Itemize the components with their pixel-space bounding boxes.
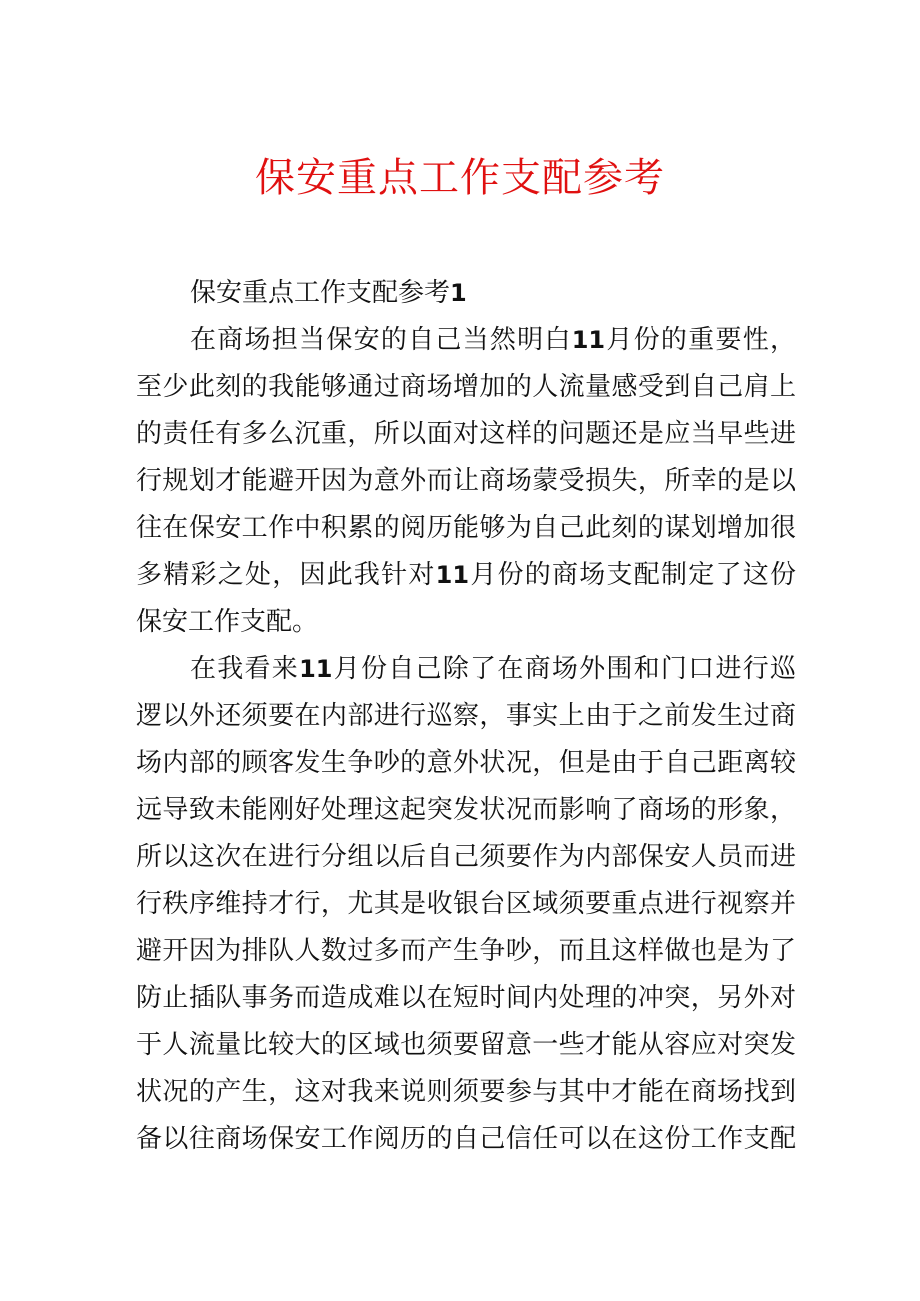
paragraph-1-line-1: [136, 317, 796, 364]
paragraph-1-line-5: 往在保安工作中积累的阅历能够为自己此刻的谋划增加很: [136, 513, 796, 543]
text-segment: 在商场担当保安的自己当然明白: [190, 325, 572, 355]
section-heading-text: 保安重点工作支配参考: [190, 278, 451, 308]
section-heading: [136, 270, 796, 317]
text-segment: 月份的商场支配制定了这份: [469, 560, 796, 590]
paragraph-2-line-1: [136, 646, 796, 693]
paragraph-2-line-4: 远导致未能刚好处理这起突发状况而影响了商场的形象，: [136, 795, 796, 825]
paragraph-1-line-2: 至少此刻的我能够通过商场增加的人流量感受到自己肩上: [136, 372, 796, 402]
paragraph-1-line-7: 保安工作支配。: [136, 607, 319, 637]
paragraph-2-line-11: 备以往商场保安工作阅历的自己信任可以在这份工作支配: [136, 1124, 796, 1154]
paragraph-2-line-6: 行秩序维持才行，尤其是收银台区域须要重点进行视察并: [136, 889, 796, 919]
number-segment: 11: [571, 326, 606, 354]
text-segment: 月份自己除了在商场外围和门口进行巡: [332, 654, 796, 684]
text-segment: 在我看来: [190, 654, 300, 684]
paragraph-1-line-6: [136, 552, 796, 599]
paragraph-2-line-8: 防止插队事务而造成难以在短时间内处理的冲突，另外对: [136, 983, 796, 1013]
paragraph-2-line-9: 于人流量比较大的区域也须要留意一些才能从容应对突发: [136, 1030, 796, 1060]
number-segment: 11: [299, 655, 333, 683]
paragraph-2-line-5: 所以这次在进行分组以后自己须要作为内部保安人员而进: [136, 842, 796, 872]
paragraph-2-line-3: 场内部的顾客发生争吵的意外状况，但是由于自己距离较: [136, 748, 796, 778]
paragraph-2-line-2: 逻以外还须要在内部进行巡察，事实上由于之前发生过商: [136, 701, 796, 731]
section-heading-number: 1: [450, 279, 467, 307]
paragraph-2-line-10: 状况的产生，这对我来说则须要参与其中才能在商场找到: [136, 1077, 796, 1107]
document-body: [136, 270, 796, 1163]
paragraph-2-line-7: 避开因为排队人数过多而产生争吵，而且这样做也是为了: [136, 936, 796, 966]
text-segment: 月份的重要性，: [605, 325, 796, 355]
paragraph-1-line-4: 行规划才能避开因为意外而让商场蒙受损失，所幸的是以: [136, 466, 796, 496]
document-title: 保安重点工作支配参考: [255, 155, 665, 201]
number-segment: 11: [435, 561, 470, 589]
paragraph-1-line-3: 的责任有多么沉重，所以面对这样的问题还是应当早些进: [136, 419, 796, 449]
text-segment: 多精彩之处，因此我针对: [136, 560, 436, 590]
